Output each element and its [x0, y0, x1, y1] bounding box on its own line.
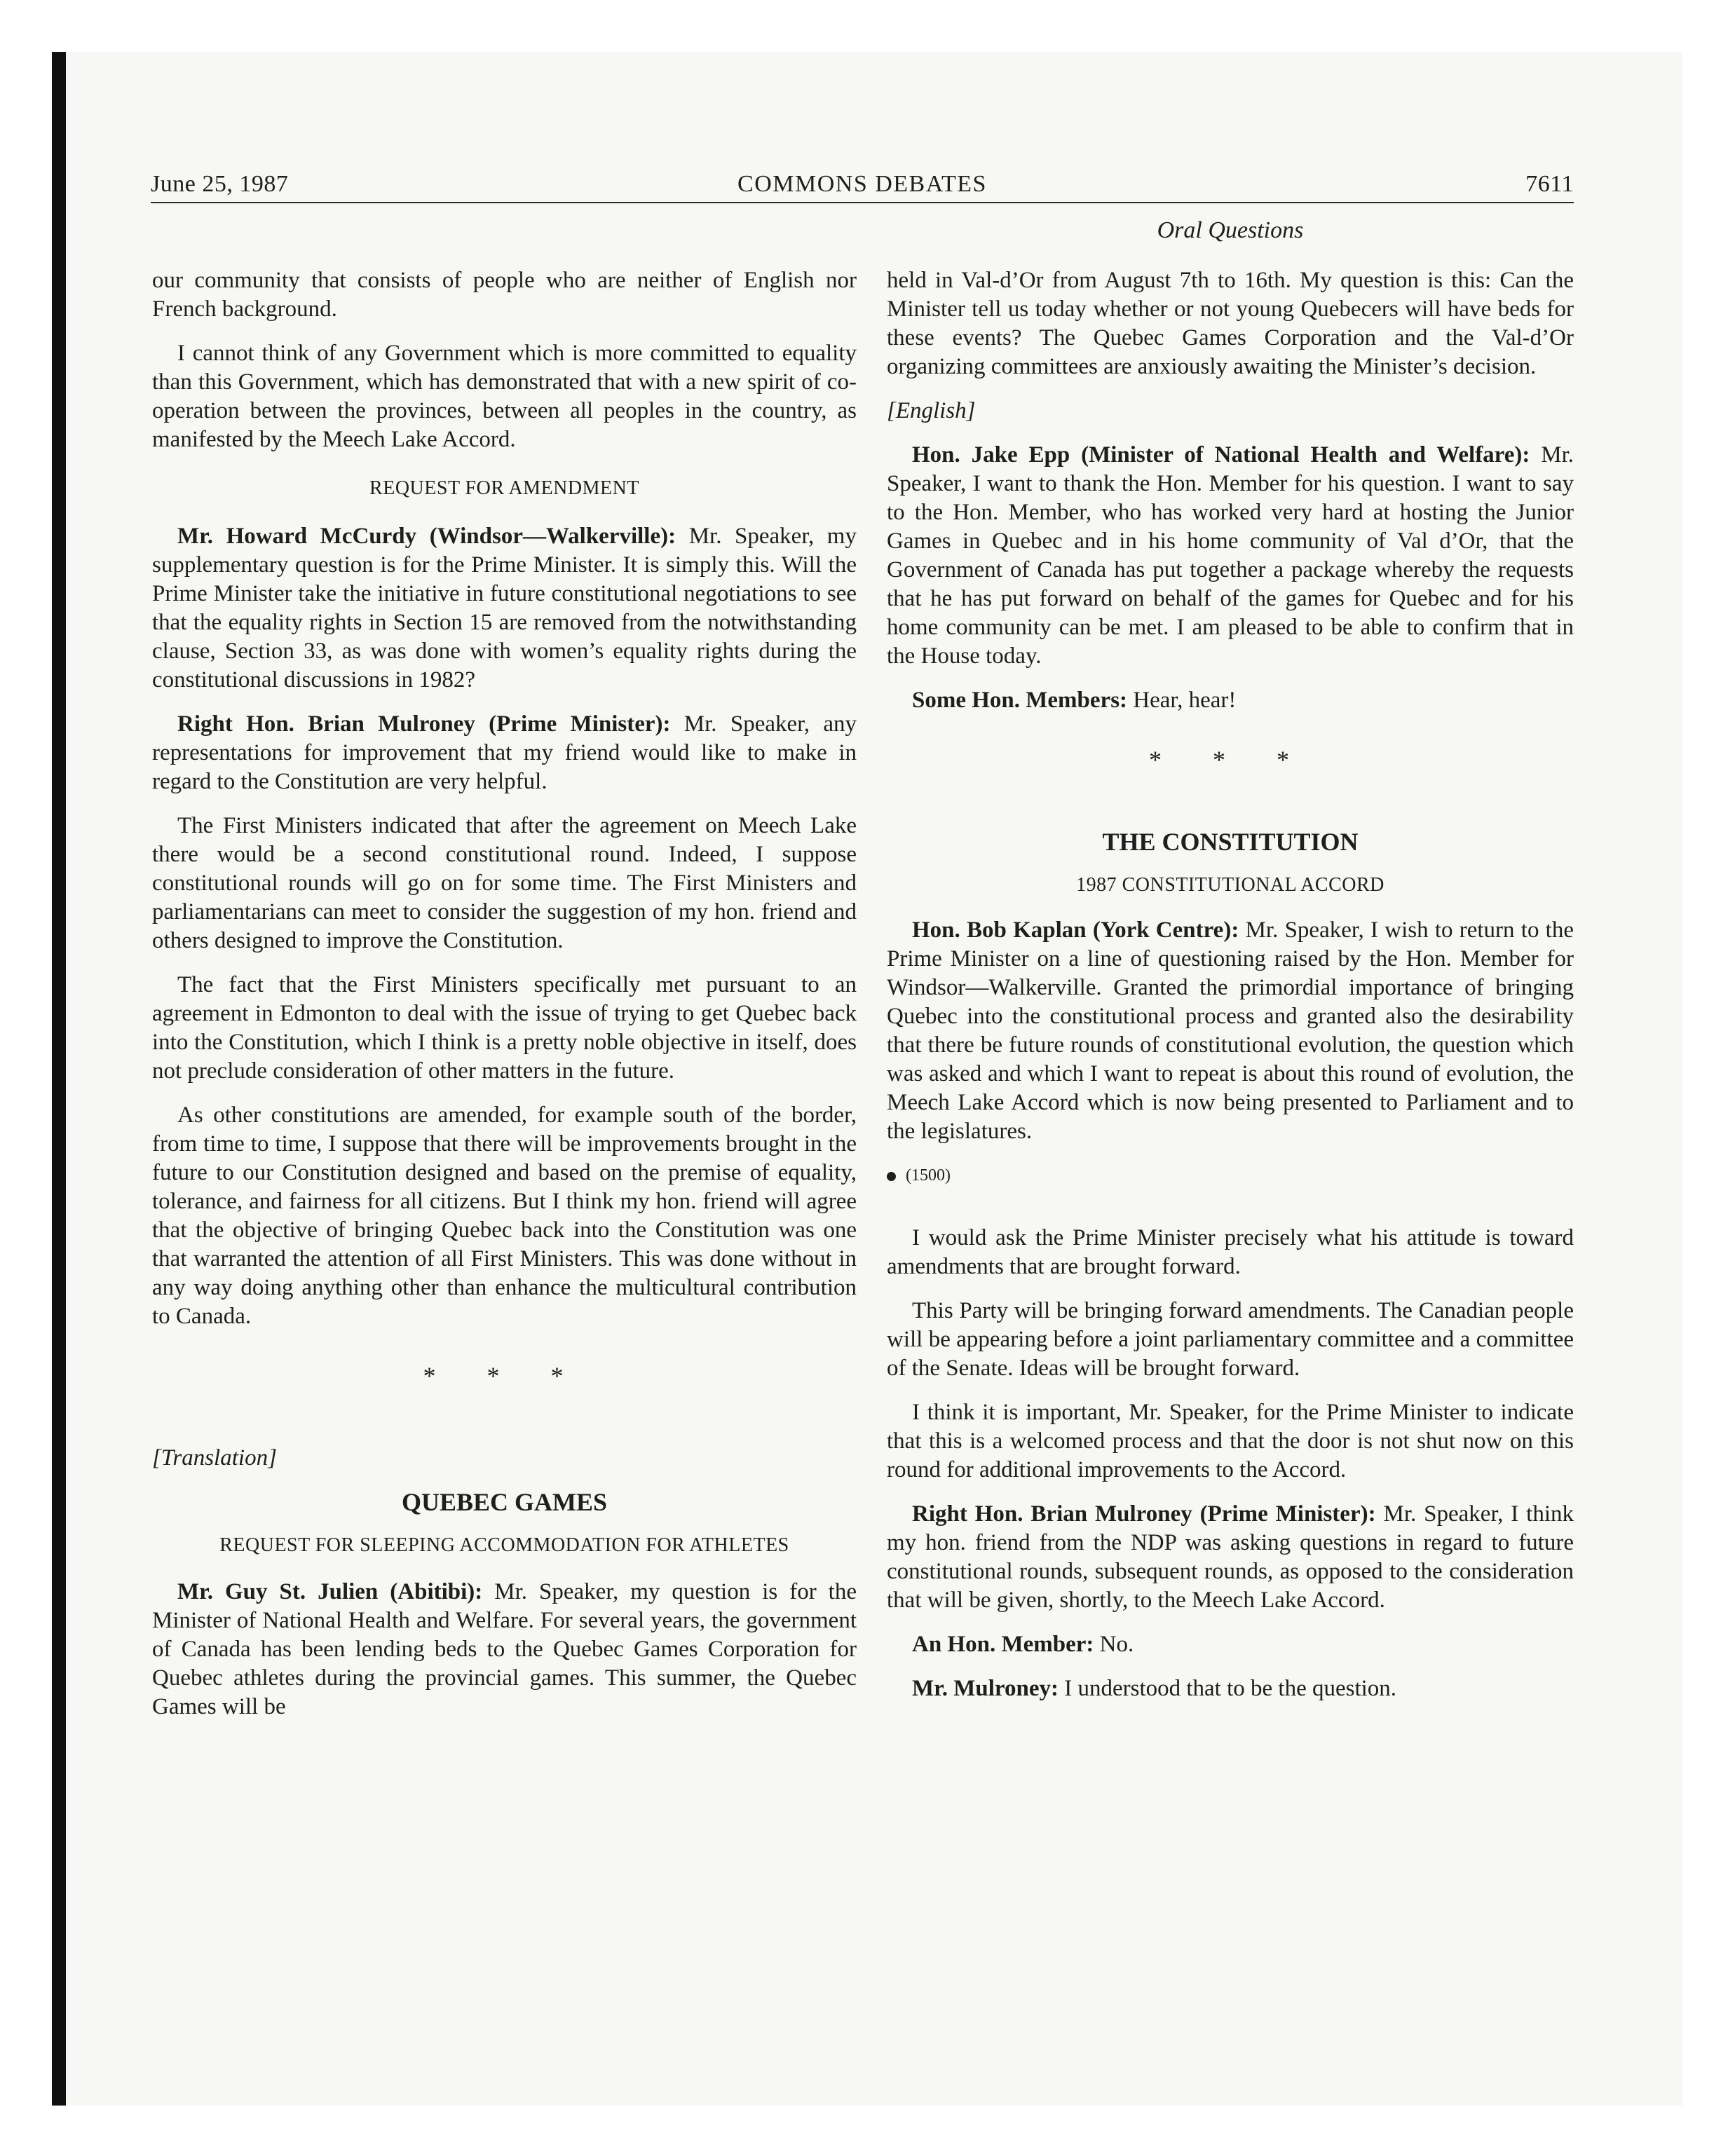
speaker-name: Hon. Bob Kaplan (York Centre):	[912, 917, 1239, 943]
header-rule	[151, 202, 1574, 203]
speaker-name: Hon. Jake Epp (Minister of National Health and Welfare):	[912, 442, 1530, 468]
speaker-name: Mr. Guy St. Julien (Abitibi):	[177, 1579, 483, 1604]
paragraph: This Party will be bringing forward amendments. The Canadian people will be appearing before a joint parliamentary committee and a committee of the Senate. Ideas will be brought forward.	[887, 1298, 1574, 1381]
heading-quebec-games: QUEBEC GAMES	[401, 1488, 608, 1516]
bullet-icon	[887, 1172, 896, 1181]
speech-text: Hear, hear!	[1133, 688, 1237, 713]
heading-the-constitution: THE CONSTITUTION	[1102, 828, 1359, 856]
paragraph: The fact that the First Ministers specifically met pursuant to an agreement in Edmonton to deal with the issue of trying to get Quebec back into the Constitution, which I think is a pretty noble objective in itself, does not preclude consideration of other matters in the future.	[152, 972, 857, 1084]
speech-text: Mr. Speaker, my supplementary question is for the Prime Minister. It is simply this. Will the Prime Minister take the initiative in future constitutional negotiations to see that the equality rights in Section 15 are removed from the notwithstanding clause, Section 33, as was done with women’s equality rights during the constitutional discussions in 1982?	[152, 524, 857, 692]
paragraph: our community that consists of people who are neither of English nor French background.	[152, 268, 857, 322]
running-header	[151, 167, 1574, 202]
paragraph-continued: held in Val-d’Or from August 7th to 16th. My question is this: Can the Minister tell us today whether or not young Quebecers will have beds for these events? The Quebec Games Corporation and the Val-d’Or organizing committees are anxiously awaiting the Minister’s decision.	[887, 268, 1574, 379]
paragraph: I cannot think of any Government which is more committed to equality than this Government, which has demonstrated that with a new spirit of co-operation between the provinces, between all peoples in the country, as manifested by the Meech Lake Accord.	[152, 341, 857, 452]
speaker-name: An Hon. Member:	[912, 1632, 1094, 1657]
speech-text: Mr. Speaker, I wish to return to the Prime Minister on a line of questioning raised by the Hon. Member for Windsor—Walkerville. Granted the primordial importance of bringing Quebec into the constitutional process and granted also the desirability that there be future rounds of constitutional evolution, the question which was asked and which I want to repeat is about this round of evolution, the Meech Lake Accord which is now being presented to Parliament and to the legislatures.	[887, 917, 1574, 1144]
paragraph: The First Ministers indicated that after the agreement on Meech Lake there would be a second constitutional round. Indeed, I suppose constitutional rounds will go on for some time. The First Ministers and parliamentarians can meet to consider the suggestion of my hon. friend and others designed to improve the Constitution.	[152, 813, 857, 953]
speaker-name: Some Hon. Members:	[912, 688, 1128, 713]
speech-mccurdy	[152, 522, 857, 695]
paragraph: I think it is important, Mr. Speaker, for the Prime Minister to indicate that this is a welcomed process and that the door is not shut now on this round for additional improvements to the Accord.	[887, 1400, 1574, 1482]
speech-kaplan	[887, 916, 1574, 1146]
right-column	[887, 266, 1574, 1719]
speech-members	[887, 686, 1574, 715]
speech-text: No.	[1099, 1632, 1134, 1657]
subheading-sleeping-accommodation: REQUEST FOR SLEEPING ACCOMMODATION FOR ATHLETES	[219, 1534, 789, 1556]
subheading-request-for-amendment: REQUEST FOR AMENDMENT	[369, 477, 639, 499]
speech-mulroney	[887, 1674, 1574, 1703]
speech-text: Mr. Speaker, my question is for the Minister of National Health and Welfare. For several years, the government of Canada has been lending beds to the Quebec Games Corporation for Quebec athletes during the provincial games. This summer, the Quebec Games will be	[152, 1579, 857, 1719]
paragraph: I would ask the Prime Minister precisely what his attitude is toward amendments that are brought forward.	[887, 1225, 1574, 1279]
left-column	[152, 266, 857, 1737]
speech-member	[887, 1630, 1574, 1659]
speech-text: Mr. Speaker, I think my hon. friend from the NDP was asking questions in regard to future constitutional rounds, subsequent rounds, as opposed to the consideration that will be given, shortly, to the Meech Lake Accord.	[887, 1501, 1574, 1613]
header-publication: COMMONS DEBATES	[737, 171, 987, 197]
section-separator: * * *	[423, 1362, 586, 1390]
header-page-number: 7611	[1525, 171, 1574, 197]
speaker-name: Mr. Howard McCurdy (Windsor—Walkerville):	[177, 524, 676, 549]
time-marker	[887, 1161, 1574, 1190]
speech-st-julien	[152, 1578, 857, 1721]
speaker-name: Right Hon. Brian Mulroney (Prime Minister):	[177, 711, 671, 737]
paragraph: As other constitutions are amended, for example south of the border, from time to time, I suppose that there will be improvements brought in the future to our Constitution designed and based on the premise of equality, tolerance, and fairness for all citizens. But I think my hon. friend will agree that the objective of bringing Quebec back into the Constitution was one that warranted the attention of all First Ministers. This was done without in any way doing anything other than enhance the multicultural contribution to Canada.	[152, 1103, 857, 1329]
speech-text: Mr. Speaker, I want to thank the Hon. Member for his question. I want to say to the Hon. Member, who has worked very hard at hosting the Junior Games in Quebec and in his home community of Val d’Or, that the Government of Canada has put together a package whereby the requests that he has put forward on behalf of the games for Quebec and for his home community can be met. I am pleased to be able to confirm that in the House today.	[887, 442, 1574, 669]
section-tag: Oral Questions	[1157, 217, 1304, 243]
time-stamp: (1500)	[906, 1166, 951, 1185]
speaker-name: Mr. Mulroney:	[912, 1676, 1059, 1701]
speaker-name: Right Hon. Brian Mulroney (Prime Minister):	[912, 1501, 1376, 1527]
scan-binding-edge	[52, 52, 66, 2106]
speech-mulroney	[152, 710, 857, 796]
section-separator: * * *	[1149, 746, 1312, 774]
speech-epp	[887, 441, 1574, 671]
translation-tag: [Translation]	[152, 1445, 277, 1471]
header-date: June 25, 1987	[151, 171, 289, 197]
speech-text: Mr. Speaker, any representations for improvement that my friend would like to make in regard to the Constitution are very helpful.	[152, 711, 857, 794]
english-tag: [English]	[887, 398, 976, 423]
subheading-constitutional-accord: 1987 CONSTITUTIONAL ACCORD	[1076, 874, 1384, 896]
speech-text: I understood that to be the question.	[1064, 1676, 1397, 1701]
speech-mulroney	[887, 1500, 1574, 1615]
